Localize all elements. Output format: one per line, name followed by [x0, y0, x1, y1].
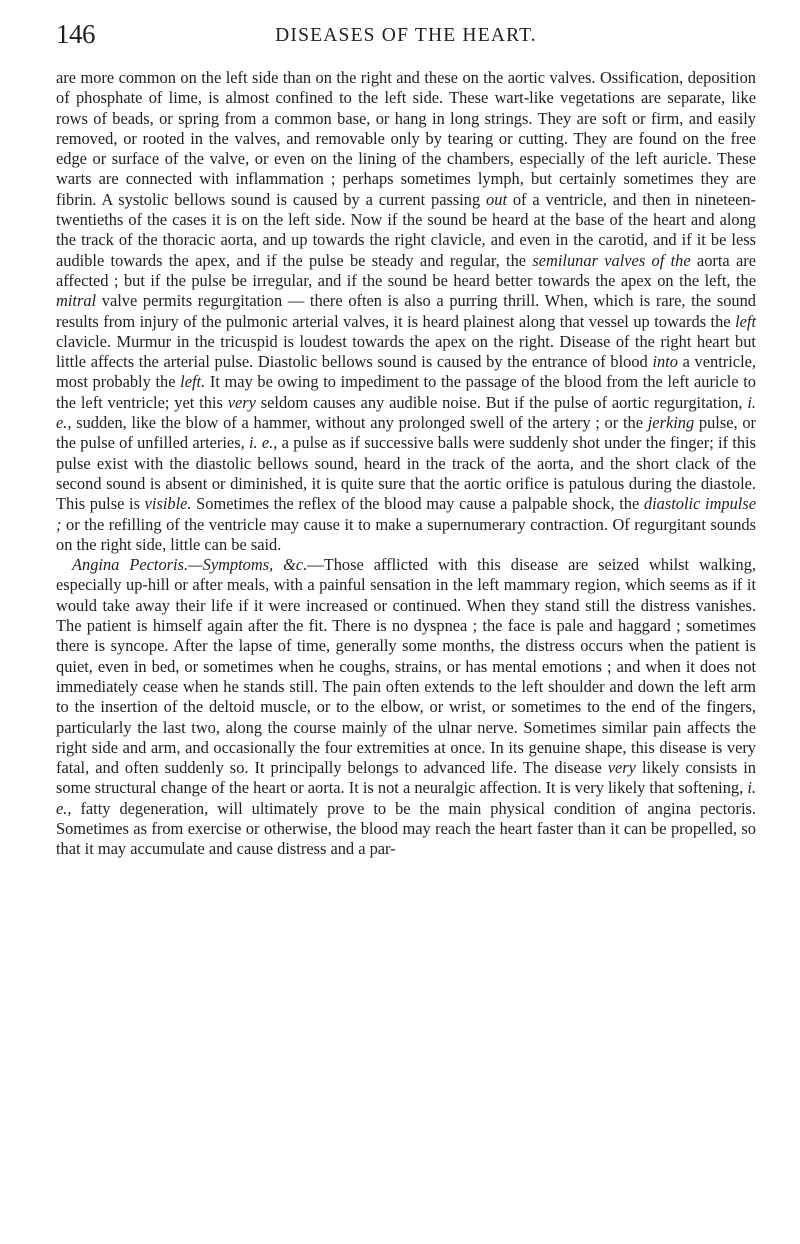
- text-run: Sometimes the reflex of the blood may cause a palpable shock, the: [191, 494, 644, 514]
- text-run: fatty degeneration, will ultimately prove to be the main physical condition of angina pectoris. Sometimes as from exercise or otherwise, the blood may reach the heart faster than it can be propelled, so that it may accumulate and cause distress and a par-: [56, 798, 756, 859]
- text-run: seldom causes any audible noise. But if the pulse of aortic regurgitation,: [255, 392, 748, 412]
- text-run: It may be owing to impediment to the passage of the blood from the left auricle to the left ventricle; yet this: [56, 372, 756, 412]
- text-run: —Those afflicted with this disease are seized whilst walking, especially up-hill or after meals, with a painful sensation in the left mammary region, which seems as if it would take away their life if it were increased or continued. When they stand still the distress vanishes. The patient is himself again after the fit. There is no dyspnea ; the face is pale and haggard ; sometimes there is syncope. After the lapse of time, generally some months, the distress occurs when the patient is quiet, even in bed, or sometimes when he coughs, strains, or has mental emotions ; and when it does not immediately cease when he stands still. The pain often extends to the left shoulder and down the left arm to the insertion of the deltoid muscle, or to the elbow, or wrist, or sometimes to the end of the fingers, particularly the last two, along the course mainly of the ulnar nerve. Sometimes similar pain affects the right side and arm, and occasionally the four extremities at once. In its genuine shape, this disease is very fatal, and often suddenly so. It principally belongs to advanced life. The disease: [56, 555, 756, 778]
- paragraph-angina-pectoris: [56, 555, 756, 859]
- italic-run: very: [227, 392, 256, 412]
- text-run: valve permits regurgitation — there often is also a purring thrill. When, which is rare, the sound results from injury of the pulmonic arterial valves, it is heard plainest along that vessel up towards the: [56, 291, 756, 331]
- italic-run: i. e.,: [56, 778, 756, 818]
- italic-run: i. e.,: [248, 433, 278, 453]
- body-text: [56, 68, 756, 860]
- italic-run: jerking: [647, 413, 695, 433]
- text-run: a ventricle, most probably the: [56, 352, 756, 392]
- page-header: [56, 18, 756, 68]
- page-number: 146: [56, 19, 95, 49]
- italic-run: left: [735, 311, 756, 331]
- italic-run: mitral: [56, 291, 97, 311]
- italic-run: visible.: [144, 494, 192, 514]
- section-heading-angina-pectoris: Angina Pectoris.—Symptoms, &c.: [72, 555, 308, 575]
- italic-run: out: [486, 189, 507, 209]
- text-run: are more common on the left side than on the right and these on the aortic valves. Ossification, deposition of phosphate of lime, is almost confined to the left side. These wart-like vegetations are separate, like rows of beads, or spring from a common base, or hang in long strings. They are soft or firm, and easily removed, or rooted in the valves, and removable only by tearing or cutting. They are found on the free edge or surface of the valve, or even on the lining of the chambers, especially of the left auricle. These warts are connected with inflammation ; perhaps sometimes lymph, but certainly sometimes they are fibrin. A systolic bellows sound is caused by a current passing: [56, 68, 756, 209]
- italic-run: semilunar valves of the: [532, 250, 691, 270]
- text-run: sudden, like the blow of a hammer, without any prolonged swell of the artery ; or the: [71, 413, 648, 433]
- text-run: aorta are affected ; but if the pulse be irregular, and if the sound be heard better towards the apex on the left, the: [56, 250, 756, 290]
- running-title: DISEASES OF THE HEART.: [275, 25, 537, 46]
- italic-run: diastolic impulse ;: [56, 494, 757, 534]
- italic-run: into: [652, 352, 678, 372]
- text-run: or the refilling of the ventricle may cause it to make a supernumerary contraction. Of regurgitant sounds on the right side, little can be said.: [56, 514, 756, 554]
- text-run: a pulse as if successive balls were suddenly shot under the finger; if this pulse exist with the diastolic bellows sound, heard in the track of the aorta, and the short clack of the second sound is absent or diminished, it is quite sure that the aortic orifice is patulous during the diastole. This pulse is: [56, 433, 756, 514]
- text-run: pulse, or the pulse of unfilled arteries,: [56, 413, 757, 453]
- text-run: clavicle. Murmur in the tricuspid is loudest towards the apex on the right. Disease of the right heart but little affects the arterial pulse. Diastolic bellows sound is caused by the entrance of blood: [56, 331, 756, 372]
- italic-run: left.: [180, 372, 206, 392]
- italic-run: i. e.,: [56, 392, 756, 433]
- text-run: likely consists in some structural change of the heart or aorta. It is not a neuralgic affection. It is very likely that softening,: [56, 758, 756, 798]
- text-run: of a ventricle, and then in nineteen-twentieths of the cases it is on the left side. Now if the sound be heard at the base of the heart and along the track of the thoracic aorta, and up towards the right clavicle, and even in the carotid, and if it be less audible towards the apex, and if the pulse be steady and regular, the: [56, 189, 757, 270]
- paragraph-heart-murmurs: [56, 68, 756, 555]
- italic-run: very: [607, 758, 636, 778]
